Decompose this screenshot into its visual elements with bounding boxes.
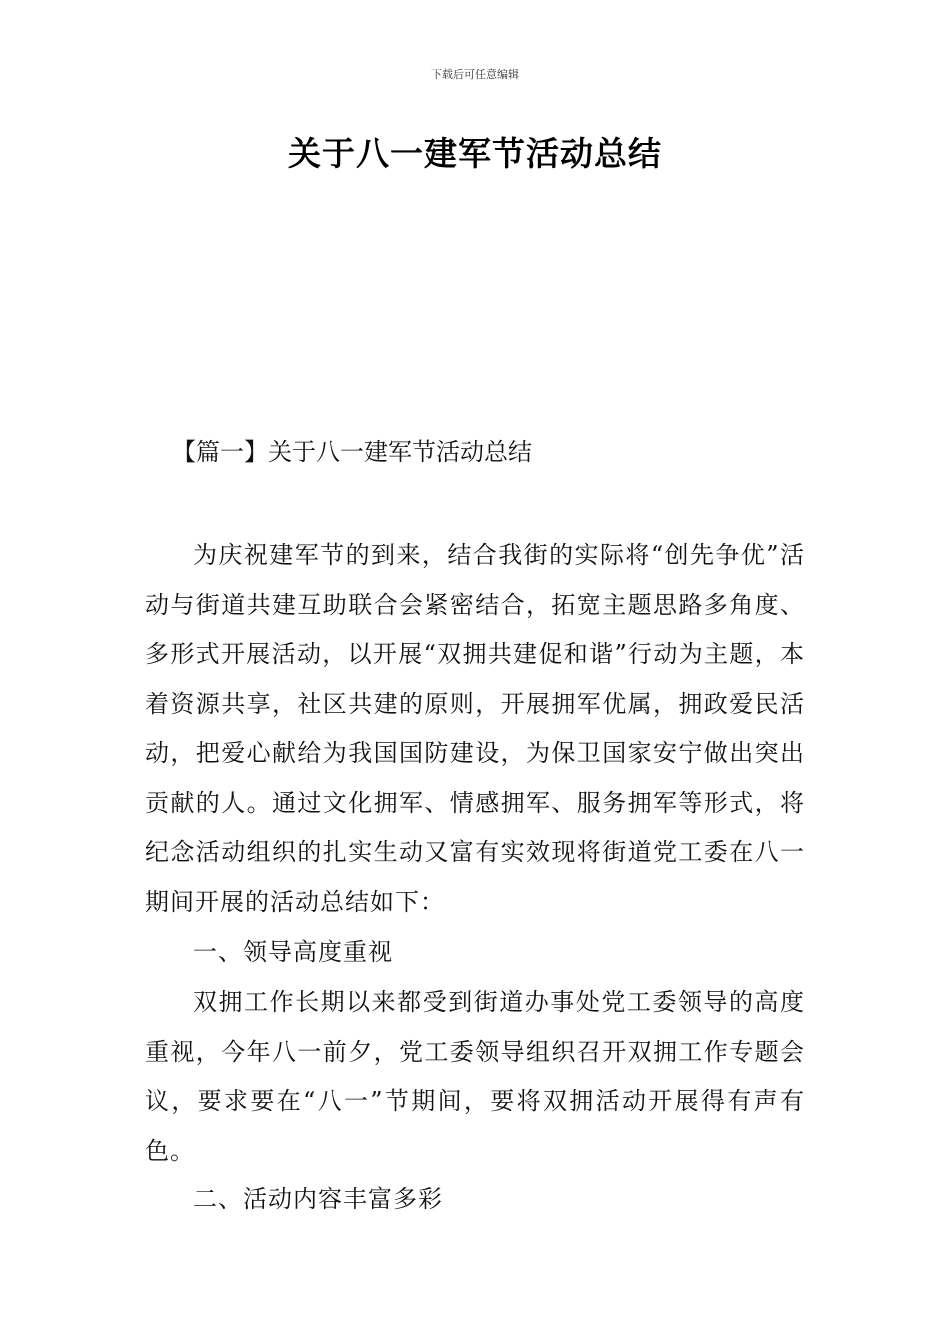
paragraph-2-block <box>145 978 805 1176</box>
paragraph-1: 为庆祝建军节的到来，结合我街的实际将“创先争优”活动与街道共建互助联合会紧密结合，拓宽主题思路多角度、多形式开展活动，以开展“双拥共建促和谐”行动为主题，本着资源共享，社区共建的原则，开展拥军优属，拥政爱民活动，把爱心献给为我国国防建设，为保卫国家安宁做出突出贡献的人。通过文化拥军、情感拥军、服务拥军等形式，将纪念活动组织的扎实生动又富有实效现将街道党工委在八一期间开展的活动总结如下： <box>145 541 805 916</box>
subheading-2-block <box>145 1175 805 1225</box>
document-title: 关于八一建军节活动总结 <box>288 134 662 173</box>
paragraph-1-block <box>145 531 805 927</box>
header-note: 下载后可任意编辑 <box>431 68 519 81</box>
section-heading: 【篇一】关于八一建军节活动总结 <box>172 438 532 466</box>
subheading-2: 二、活动内容丰富多彩 <box>193 1185 443 1213</box>
paragraph-2: 双拥工作长期以来都受到街道办事处党工委领导的高度重视，今年八一前夕，党工委领导组织召开双拥工作专题会议，要求要在“八一”节期间，要将双拥活动开展得有声有色。 <box>145 988 805 1165</box>
subheading-1: 一、领导高度重视 <box>193 938 393 966</box>
subheading-1-block <box>145 928 805 978</box>
